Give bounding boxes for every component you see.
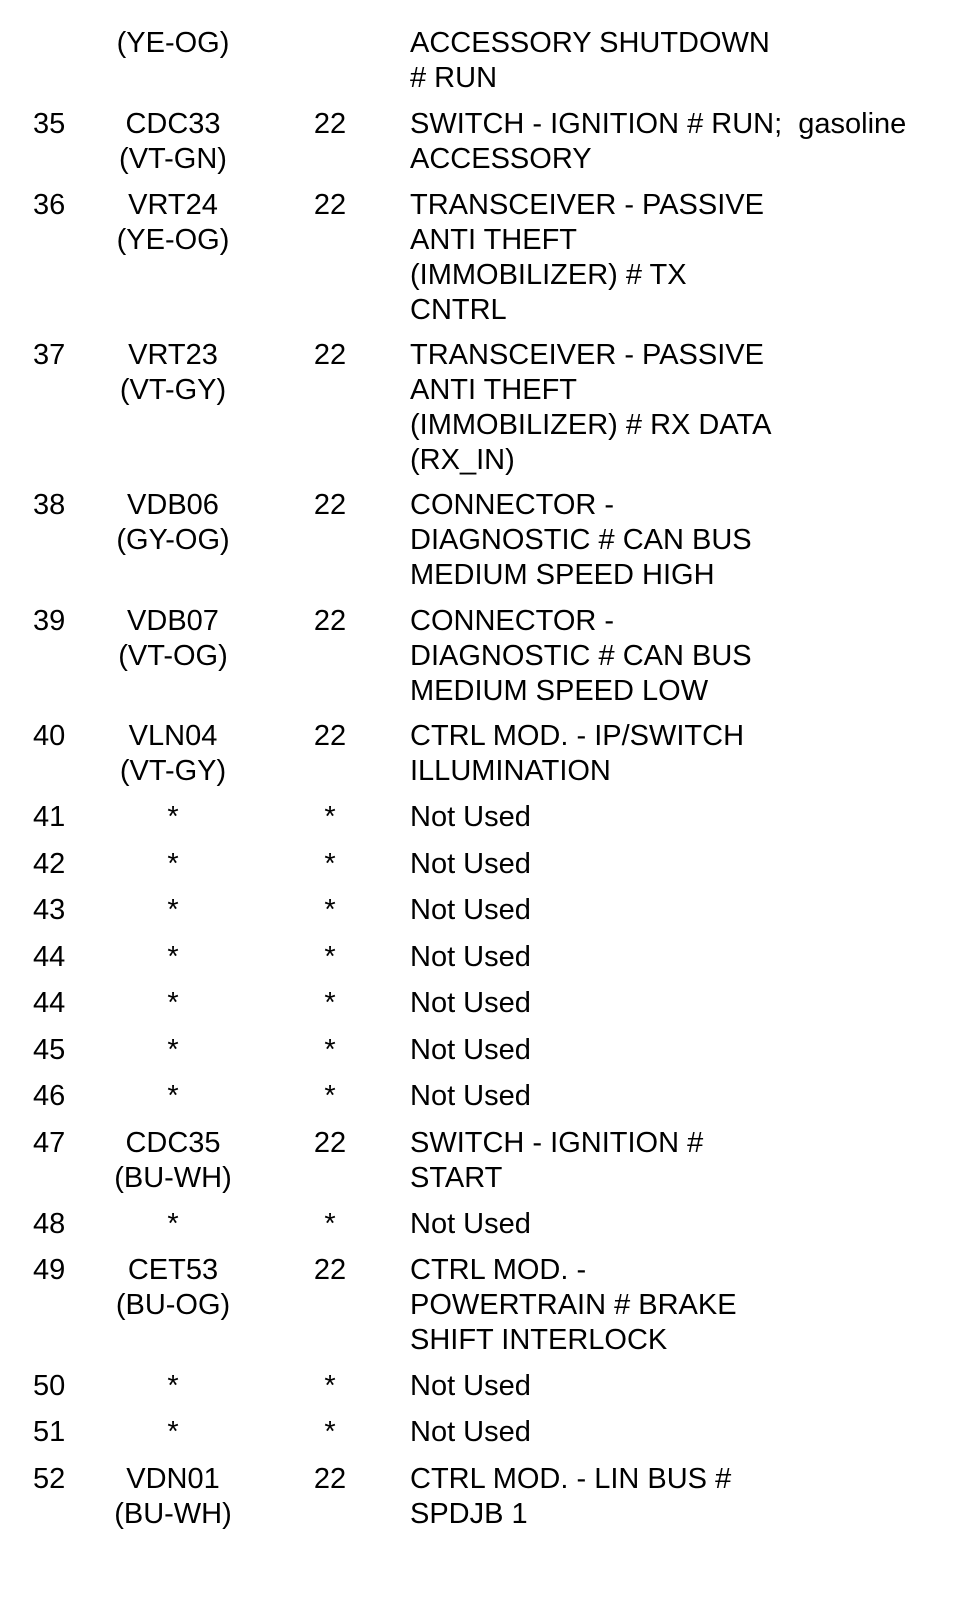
pin-number: 40 <box>33 720 66 752</box>
function-line: (RX_IN) <box>410 444 515 476</box>
circuit-code: * <box>167 1369 179 1402</box>
function-line: Not Used <box>410 1369 531 1402</box>
function-line: CTRL MOD. - IP/SWITCH <box>410 720 745 752</box>
wire-color: (VT-GY) <box>119 755 227 787</box>
function-line: POWERTRAIN # BRAKE <box>410 1289 737 1321</box>
wire-gauge: * <box>324 1033 336 1066</box>
circuit-code: VRT24 <box>128 189 218 221</box>
wire-gauge: 22 <box>313 1254 347 1286</box>
wire-color: (VT-GN) <box>119 143 227 175</box>
circuit-cell <box>98 338 248 408</box>
function-line: Not Used <box>410 801 531 833</box>
pin-number: 35 <box>33 108 66 140</box>
function-line: Not Used <box>410 1033 531 1066</box>
circuit-code: * <box>167 894 179 926</box>
circuit-code: * <box>167 1207 179 1240</box>
wire-gauge: 22 <box>313 720 347 752</box>
function-line: SPDJB 1 <box>410 1497 528 1530</box>
circuit-cell <box>98 719 248 789</box>
circuit-function <box>410 986 531 1021</box>
pin-number: 47 <box>33 1126 66 1159</box>
circuit-cell <box>98 1462 248 1532</box>
pin-number: 50 <box>33 1369 66 1402</box>
pin-number: 39 <box>33 604 66 637</box>
function-line: START <box>410 1161 503 1194</box>
circuit-code: VLN04 <box>128 720 218 752</box>
function-line: DIAGNOSTIC # CAN BUS <box>410 524 752 556</box>
circuit-cell <box>98 488 248 558</box>
circuit-cell <box>98 1079 248 1114</box>
wire-gauge: 22 <box>313 1462 347 1495</box>
wire-color: (YE-OG) <box>116 27 230 59</box>
function-line: Not Used <box>410 1207 531 1240</box>
wire-gauge: * <box>324 940 336 973</box>
wire-color: (YE-OG) <box>116 224 230 256</box>
circuit-code: * <box>167 987 179 1019</box>
wire-gauge: 22 <box>313 339 347 371</box>
circuit-function <box>410 893 531 928</box>
circuit-function <box>410 1415 531 1450</box>
circuit-code: VDB06 <box>127 489 219 521</box>
function-line: (IMMOBILIZER) # TX <box>410 259 687 291</box>
wire-color: (BU-OG) <box>115 1289 231 1321</box>
function-line: SWITCH - IGNITION # RUN; gasoline <box>410 108 907 140</box>
circuit-code: VDB07 <box>127 604 219 637</box>
circuit-function <box>410 26 770 96</box>
circuit-function <box>410 1462 731 1532</box>
circuit-function <box>410 1253 737 1358</box>
pin-number: 45 <box>33 1033 66 1066</box>
function-line: CNTRL <box>410 294 507 326</box>
function-line: ILLUMINATION <box>410 755 611 787</box>
circuit-function <box>410 604 752 709</box>
circuit-cell <box>98 604 248 674</box>
wire-gauge: * <box>324 1080 336 1112</box>
circuit-cell <box>98 188 248 258</box>
wire-gauge: * <box>324 1207 336 1240</box>
function-line: SWITCH - IGNITION # <box>410 1126 704 1159</box>
circuit-code: CET53 <box>127 1254 219 1286</box>
circuit-function <box>410 188 764 328</box>
function-line: ACCESSORY SHUTDOWN <box>410 27 770 59</box>
circuit-code: * <box>167 1416 179 1448</box>
circuit-function <box>410 719 744 789</box>
circuit-cell <box>98 1253 248 1323</box>
function-line: (IMMOBILIZER) # RX DATA <box>410 409 772 441</box>
function-line: Not Used <box>410 1416 531 1448</box>
pin-number: 42 <box>33 847 66 880</box>
circuit-function <box>410 488 752 593</box>
pin-number: 41 <box>33 801 66 833</box>
circuit-cell <box>98 800 248 835</box>
circuit-cell <box>98 1415 248 1450</box>
wire-color: (VT-GY) <box>119 374 227 406</box>
circuit-code: * <box>167 847 179 880</box>
circuit-code: * <box>167 1080 179 1112</box>
pin-number: 44 <box>33 940 66 973</box>
function-line: DIAGNOSTIC # CAN BUS <box>410 639 752 672</box>
function-line: # RUN <box>410 62 498 94</box>
circuit-cell <box>98 26 248 61</box>
function-line: Not Used <box>410 940 531 973</box>
pin-number: 38 <box>33 489 66 521</box>
wire-gauge: * <box>324 1369 336 1402</box>
wire-gauge: 22 <box>313 604 347 637</box>
circuit-cell <box>98 1033 248 1068</box>
pin-number: 44 <box>33 987 66 1019</box>
wire-gauge: 22 <box>313 489 347 521</box>
function-line: CTRL MOD. - <box>410 1254 587 1286</box>
circuit-cell <box>98 986 248 1021</box>
function-line: MEDIUM SPEED HIGH <box>410 559 715 591</box>
pin-number: 43 <box>33 894 66 926</box>
circuit-function <box>410 800 531 835</box>
wire-color: (GY-OG) <box>116 524 230 556</box>
circuit-code: * <box>167 940 179 973</box>
wire-color: (BU-WH) <box>114 1161 232 1194</box>
circuit-function <box>410 1079 531 1114</box>
function-line: ACCESSORY <box>410 143 592 175</box>
function-line: CONNECTOR - <box>410 604 615 637</box>
circuit-function <box>410 338 771 478</box>
function-line: SHIFT INTERLOCK <box>410 1324 668 1356</box>
function-line: Not Used <box>410 894 531 926</box>
function-line: TRANSCEIVER - PASSIVE <box>410 339 764 371</box>
circuit-cell <box>98 1207 248 1242</box>
circuit-code: * <box>167 1033 179 1066</box>
wire-gauge: * <box>324 1416 336 1448</box>
pin-number: 46 <box>33 1080 66 1112</box>
circuit-cell <box>98 107 248 177</box>
circuit-code: VDN01 <box>126 1462 220 1495</box>
circuit-function <box>410 1033 531 1068</box>
circuit-function <box>410 847 531 882</box>
wire-gauge: * <box>324 847 336 880</box>
function-line: Not Used <box>410 1080 531 1112</box>
circuit-code: CDC35 <box>125 1126 221 1159</box>
function-line: CONNECTOR - <box>410 489 615 521</box>
circuit-code: CDC33 <box>125 108 221 140</box>
circuit-cell <box>98 940 248 975</box>
wire-gauge: * <box>324 987 336 1019</box>
circuit-function <box>410 107 906 177</box>
wire-gauge: 22 <box>313 108 347 140</box>
circuit-function <box>410 1207 531 1242</box>
function-line: Not Used <box>410 847 531 880</box>
pin-number: 48 <box>33 1207 66 1240</box>
function-line: MEDIUM SPEED LOW <box>410 674 709 707</box>
wire-color: (VT-OG) <box>118 639 228 672</box>
circuit-cell <box>98 1126 248 1196</box>
circuit-function <box>410 1126 703 1196</box>
pin-number: 37 <box>33 339 66 371</box>
function-line: ANTI THEFT <box>410 224 578 256</box>
wire-gauge: * <box>324 801 336 833</box>
circuit-function <box>410 1369 531 1404</box>
circuit-cell <box>98 847 248 882</box>
wire-gauge: 22 <box>313 189 347 221</box>
pin-number: 49 <box>33 1254 66 1286</box>
function-line: ANTI THEFT <box>410 374 578 406</box>
function-line: TRANSCEIVER - PASSIVE <box>410 189 764 221</box>
circuit-code: VRT23 <box>128 339 218 371</box>
circuit-function <box>410 940 531 975</box>
wire-gauge: 22 <box>313 1126 347 1159</box>
pin-number: 51 <box>33 1416 66 1448</box>
pin-number: 36 <box>33 189 66 221</box>
circuit-cell <box>98 1369 248 1404</box>
circuit-code: * <box>167 801 179 833</box>
pin-number: 52 <box>33 1462 66 1495</box>
function-line: CTRL MOD. - LIN BUS # <box>410 1462 732 1495</box>
wire-color: (BU-WH) <box>114 1497 232 1530</box>
circuit-cell <box>98 893 248 928</box>
function-line: Not Used <box>410 987 531 1019</box>
wire-gauge: * <box>324 894 336 926</box>
